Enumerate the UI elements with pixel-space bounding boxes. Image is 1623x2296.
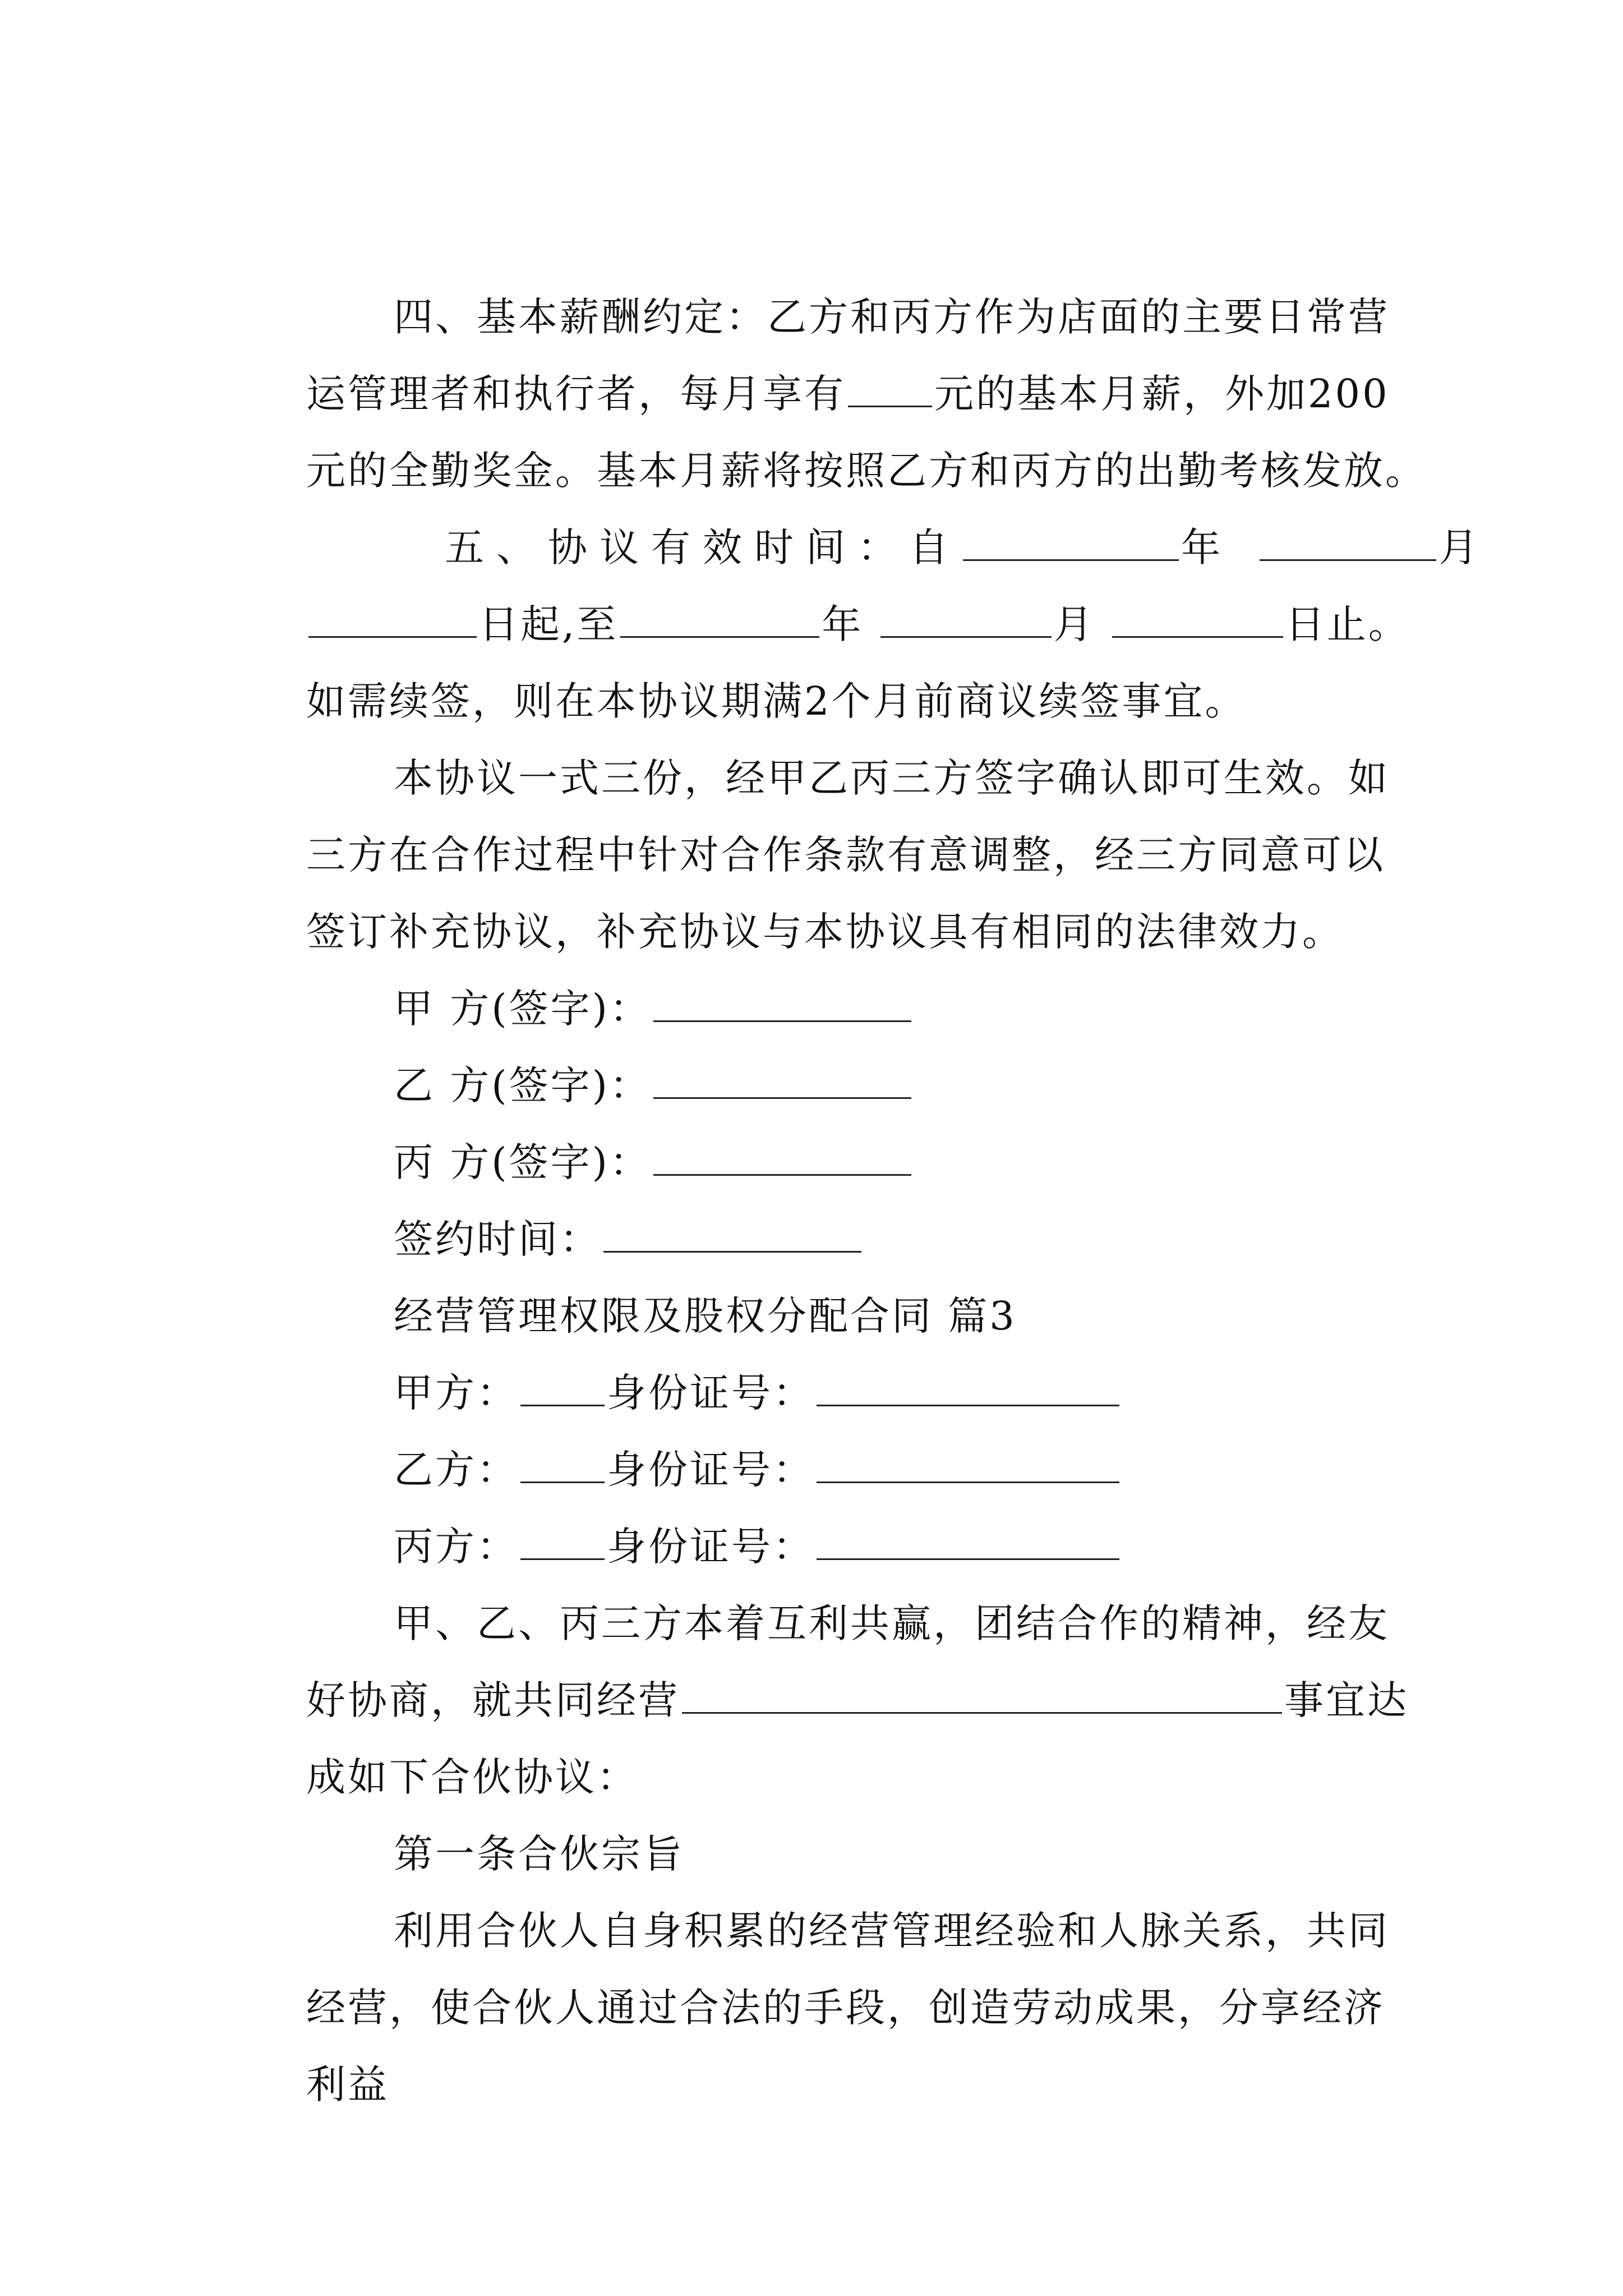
text-run: 运管理者和执行者，每月享有	[306, 371, 846, 417]
text-run: 丙方：	[394, 1524, 519, 1570]
text-run: 利益	[306, 2062, 390, 2108]
text-run: 好协商，就共同经营	[306, 1677, 680, 1723]
text-run: 成如下合伙协议：	[306, 1754, 639, 1800]
text-run: 经营，使合伙人通过合法的手段，创造劳动成果，分享经济	[306, 1985, 1386, 2031]
text-run: 元的基本月薪，外加200	[934, 371, 1390, 417]
text-run: 月	[1438, 524, 1491, 570]
paragraph-line	[0, 831, 1623, 955]
paragraph-line	[0, 293, 1623, 417]
paragraph-line	[0, 1984, 1623, 2108]
paragraph-line	[0, 216, 1623, 340]
text-run: 年	[1181, 524, 1258, 570]
paragraph-line	[0, 1676, 1623, 1800]
text-run: 日起,至	[479, 601, 619, 647]
party-c-line	[0, 1446, 1623, 1570]
paragraph-line	[0, 1830, 1623, 1954]
signature-line-party-c	[0, 1061, 1623, 1185]
paragraph-line	[0, 754, 1623, 878]
paragraph-line	[0, 1907, 1623, 2031]
signature-line-party-b	[0, 984, 1623, 1108]
signature-line-party-a	[0, 908, 1623, 1032]
party-a-line	[0, 1292, 1623, 1416]
paragraph-line	[0, 447, 1623, 570]
paragraph-line	[0, 677, 1623, 801]
text-run: 日止。	[1285, 601, 1410, 647]
text-run: 甲方：	[394, 1370, 519, 1416]
text-run: 月	[1053, 601, 1110, 647]
text-run: 签订补充协议，补充协议与本协议具有相同的法律效力。	[306, 909, 1344, 955]
text-run: 签约时间：	[394, 1216, 602, 1262]
text-run: 乙方：	[394, 1447, 519, 1493]
signing-date-line	[0, 1138, 1623, 1262]
text-run: 乙 方(签字)：	[394, 1062, 651, 1108]
text-run: 身份证号：	[607, 1447, 815, 1493]
text-run: 四、基本薪酬约定：乙方和丙方作为店面的主要日常营	[394, 294, 1390, 340]
paragraph-line	[0, 600, 1623, 724]
text-run: 元的全勤奖金。基本月薪将按照乙方和丙方的出勤考核发放。	[306, 448, 1427, 494]
text-run: 年	[822, 601, 878, 647]
text-run: 利用合伙人自身积累的经营管理经验和人脉关系，共同	[394, 1908, 1390, 1954]
text-run: 第一条合伙宗旨	[394, 1831, 685, 1877]
text-run: 身份证号：	[607, 1370, 815, 1416]
text-run: 事宜达	[1284, 1677, 1409, 1723]
text-run: 经营管理权限及股权分配合同 篇3	[394, 1293, 1017, 1339]
text-run: 如需续签，则在本协议期满2个月前商议续签事宜。	[306, 678, 1247, 724]
text-run: 甲 方(签字)：	[394, 986, 651, 1032]
party-b-line	[0, 1369, 1623, 1493]
section-title	[0, 1215, 1623, 1339]
text-run: 本协议一式三份，经甲乙丙三方签字确认即可生效。如	[394, 755, 1390, 801]
article-heading	[0, 1753, 1623, 1877]
text-run: 三方在合作过程中针对合作条款有意调整，经三方同意可以	[306, 832, 1386, 878]
text-run: 五、协议有效时间：自	[445, 524, 961, 570]
paragraph-line	[0, 1599, 1623, 1723]
paragraph-line	[0, 370, 1623, 494]
paragraph-line	[0, 1522, 1623, 1646]
paragraph-line	[0, 523, 1623, 647]
text-run: 身份证号：	[607, 1524, 815, 1570]
text-run: 丙 方(签字)：	[394, 1139, 651, 1185]
text-run: 甲、乙、丙三方本着互利共赢，团结合作的精神，经友	[394, 1600, 1390, 1646]
